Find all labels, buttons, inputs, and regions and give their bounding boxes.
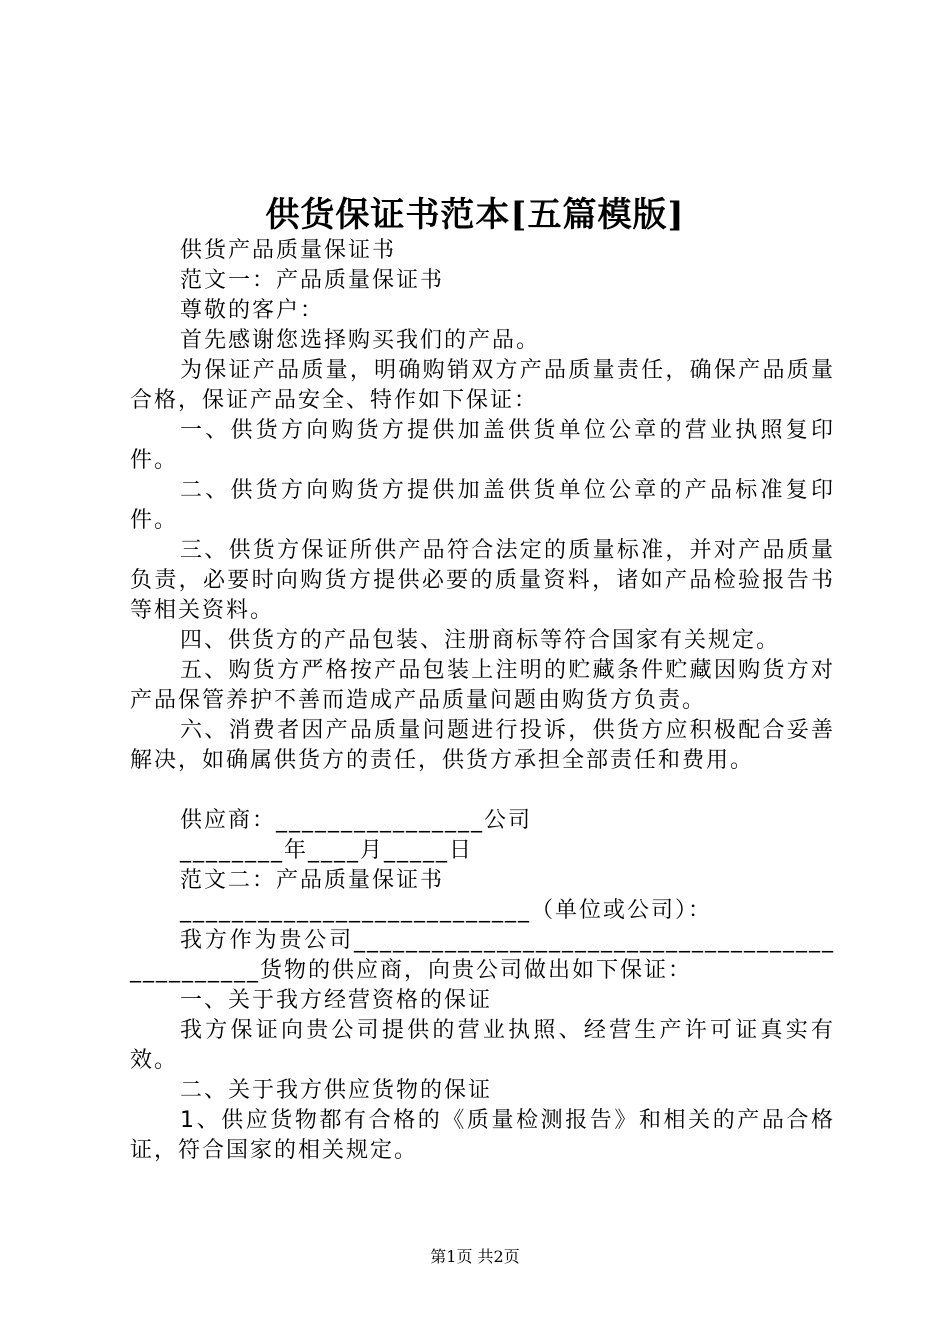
date-line: ________年____月_____日 <box>180 838 474 863</box>
document-body <box>130 236 835 1166</box>
paragraph: 首先感谢您选择购买我们的产品。 <box>180 328 541 353</box>
paragraph: 四、供货方的产品包装、注册商标等符合国家有关规定。 <box>180 628 781 653</box>
paragraph: 我方作为贵公司_______________________________________________货物的供应商，向贵公司做出如下保证： <box>130 928 835 983</box>
paragraph: 范文二：产品质量保证书 <box>180 868 445 893</box>
paragraph: 六、消费者因产品质量问题进行投诉，供货方应积极配合妥善解决，如确属供货方的责任，供货方承担全部责任和费用。 <box>130 718 835 773</box>
paragraph: 范文一：产品质量保证书 <box>180 268 445 293</box>
page-footer: 第1页 共2页 <box>430 1247 520 1266</box>
paragraph: 一、关于我方经营资格的保证 <box>180 988 493 1013</box>
paragraph: 二、供货方向购货方提供加盖供货单位公章的产品标准复印件。 <box>130 478 835 533</box>
paragraph: 尊敬的客户： <box>180 298 325 323</box>
paragraph: 五、购货方严格按产品包装上注明的贮藏条件贮藏因购货方对产品保管养护不善而造成产品质量问题由购货方负责。 <box>130 658 835 713</box>
paragraph: 二、关于我方供应货物的保证 <box>180 1078 493 1103</box>
paragraph: 一、供货方向购货方提供加盖供货单位公章的营业执照复印件。 <box>130 418 835 473</box>
supplier-line: 供应商：________________公司 <box>180 808 533 833</box>
document-title: 供货保证书范本[五篇模版] <box>265 195 685 235</box>
paragraph: 供货产品质量保证书 <box>180 238 397 263</box>
paragraph: 我方保证向贵公司提供的营业执照、经营生产许可证真实有效。 <box>130 1018 835 1073</box>
paragraph: 1、供应货物都有合格的《质量检测报告》和相关的产品合格证，符合国家的相关规定。 <box>130 1108 835 1163</box>
recipient-line: ___________________________（单位或公司）： <box>180 898 713 923</box>
paragraph: 为保证产品质量，明确购销双方产品质量责任，确保产品质量合格，保证产品安全、特作如下保证： <box>130 358 835 413</box>
paragraph: 三、供货方保证所供产品符合法定的质量标准，并对产品质量负责，必要时向购货方提供必要的质量资料，诸如产品检验报告书等相关资料。 <box>130 538 835 623</box>
